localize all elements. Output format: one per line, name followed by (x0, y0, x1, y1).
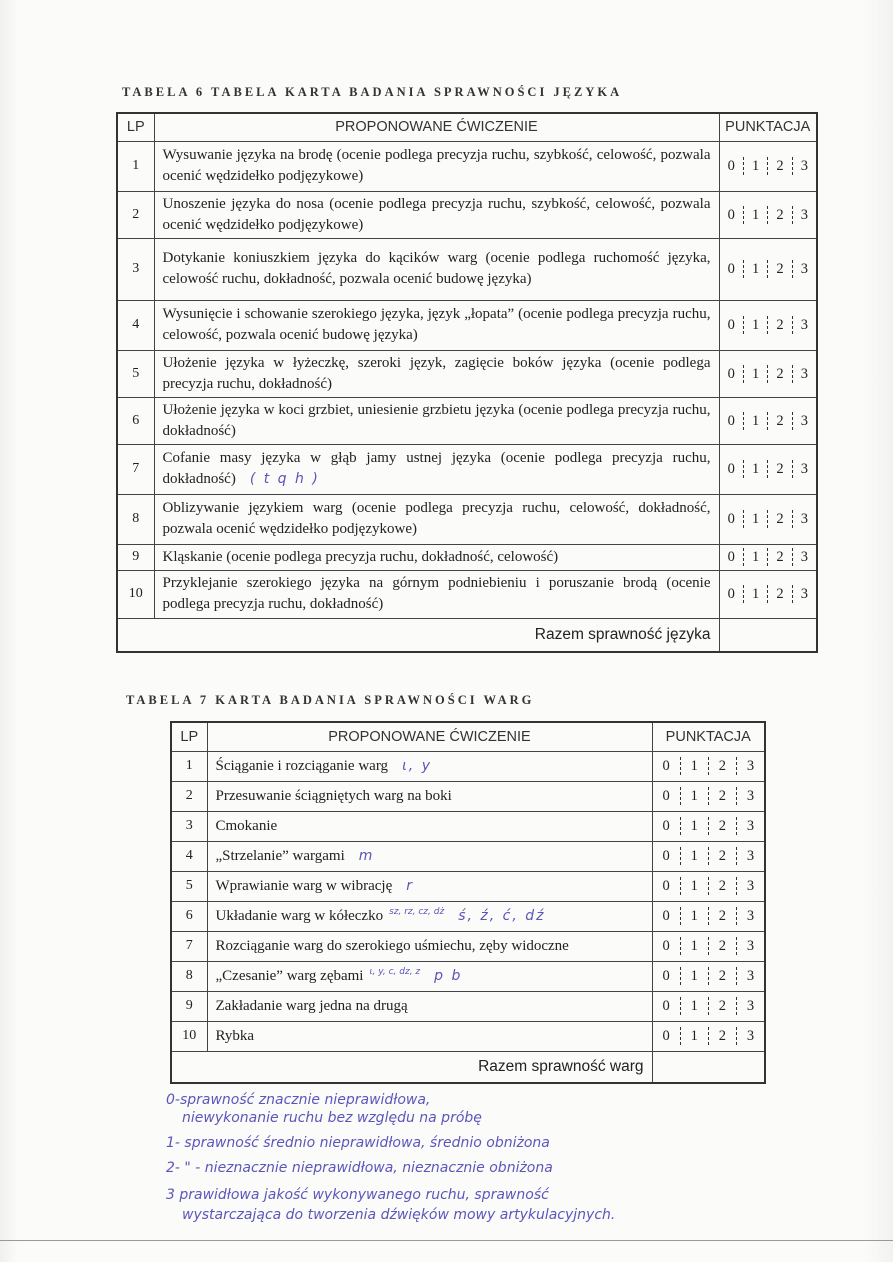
exercise-text: Wysunięcie i schowanie szerokiego języka, język „łopata” (ocenie podlega precyzja ruchu, celowość, pozwala ocenić budowę języka) (162, 306, 711, 343)
score-option-1[interactable]: 1 (744, 157, 768, 175)
row-number: 5 (117, 350, 154, 397)
score-option-3[interactable]: 3 (746, 938, 755, 954)
score-option-3[interactable]: 3 (800, 412, 808, 429)
score-option-1[interactable]: 1 (681, 1027, 709, 1045)
score-option-2[interactable]: 2 (768, 510, 792, 528)
row-number: 9 (117, 544, 154, 570)
row-number: 3 (171, 811, 207, 841)
row-number: 8 (117, 494, 154, 544)
score-option-1[interactable]: 1 (744, 365, 768, 383)
score-option-0[interactable]: 0 (720, 206, 744, 224)
score-options (719, 238, 817, 300)
exercise-text: Rozciąganie warg do szerokiego uśmiechu, zęby widoczne (215, 937, 569, 954)
row-number: 4 (171, 841, 207, 871)
score-options (719, 300, 817, 350)
exercise-text: Unoszenie języka do nosa (ocenie podlega precyzja ruchu, szybkość, celowość, pozwala ocenić wędzidełko podjęzykowe) (162, 195, 711, 233)
exercise-text: Dotykanie koniuszkiem języka do kącików warg (ocenie podlega ruchomość języka, celowość ruchu, dokładność, pozwala ocenić budowę języka) (162, 250, 711, 287)
score-option-0[interactable]: 0 (720, 548, 744, 566)
score-scale (720, 571, 817, 617)
exercise-description (207, 1021, 652, 1051)
table7-lips-fitness (170, 721, 766, 1084)
score-option-1[interactable]: 1 (681, 997, 709, 1015)
score-scale (720, 545, 817, 569)
table7-header-lp: LP (171, 722, 207, 751)
exercise-description (207, 841, 652, 871)
score-option-3[interactable]: 3 (746, 818, 755, 834)
exercise-description (207, 961, 652, 991)
score-option-2[interactable]: 2 (768, 460, 792, 478)
score-option-1[interactable]: 1 (744, 510, 768, 528)
table-row (171, 841, 765, 871)
score-option-2[interactable]: 2 (709, 757, 737, 775)
row-number: 6 (117, 397, 154, 444)
score-option-1[interactable]: 1 (681, 937, 709, 955)
table-row (171, 1021, 765, 1051)
score-option-0[interactable]: 0 (720, 585, 744, 603)
exercise-text: Ściąganie i rozciąganie warg (215, 757, 389, 774)
score-option-0[interactable]: 0 (653, 787, 681, 805)
table7-total-value (652, 1051, 765, 1083)
score-scale (653, 1022, 765, 1050)
score-option-0[interactable]: 0 (653, 967, 681, 985)
row-number: 2 (171, 781, 207, 811)
table-row (117, 570, 817, 618)
table7-total-row (171, 1051, 765, 1083)
score-option-1[interactable]: 1 (744, 206, 768, 224)
score-scale (720, 194, 817, 236)
exercise-text: Rybka (215, 1027, 255, 1044)
exercise-description (154, 444, 719, 494)
table-row (117, 300, 817, 350)
score-scale (720, 399, 817, 443)
handwritten-note-2: niewykonanie ruchu bez względu na próbę (182, 1110, 482, 1126)
table7-total-label: Razem sprawność warg (171, 1051, 652, 1083)
score-option-2[interactable]: 2 (709, 847, 737, 865)
score-option-2[interactable]: 2 (768, 365, 792, 383)
score-options (719, 570, 817, 618)
exercise-text: Cmokanie (215, 817, 278, 834)
score-option-2[interactable]: 2 (768, 206, 792, 224)
score-option-0[interactable]: 0 (653, 997, 681, 1015)
score-option-2[interactable]: 2 (709, 907, 737, 925)
row-number: 4 (117, 300, 154, 350)
score-options (652, 1021, 765, 1051)
score-option-1[interactable]: 1 (744, 460, 768, 478)
score-scale (720, 142, 817, 190)
score-option-2[interactable]: 2 (709, 787, 737, 805)
table-row (117, 444, 817, 494)
score-options (719, 397, 817, 444)
score-scale (653, 812, 765, 840)
score-option-1[interactable]: 1 (681, 877, 709, 895)
score-option-0[interactable]: 0 (720, 412, 744, 430)
table6-tongue-fitness (116, 112, 818, 653)
handwritten-note-3: 1- sprawność średnio nieprawidłowa, średnio obniżona (166, 1135, 550, 1151)
table-row (117, 238, 817, 300)
exercise-description (207, 991, 652, 1021)
score-options (652, 961, 765, 991)
handwritten-note-6: wystarczająca do tworzenia dźwięków mowy artykulacyjnych. (182, 1207, 616, 1223)
row-number: 10 (171, 1021, 207, 1051)
table6-total-row (117, 618, 817, 652)
score-option-1[interactable]: 1 (681, 787, 709, 805)
table-row (171, 901, 765, 931)
score-option-3[interactable]: 3 (746, 908, 755, 924)
score-scale (720, 495, 817, 543)
exercise-text: Zakładanie warg jedna na drugą (215, 997, 408, 1014)
score-options (652, 781, 765, 811)
table-row (117, 191, 817, 238)
score-option-1[interactable]: 1 (744, 412, 768, 430)
score-option-2[interactable]: 2 (768, 585, 792, 603)
handwritten-annotation: ś, ź, ć, dź (458, 907, 546, 924)
score-options (719, 494, 817, 544)
score-options (719, 191, 817, 238)
score-option-1[interactable]: 1 (744, 548, 768, 566)
score-option-3[interactable]: 3 (746, 998, 755, 1014)
exercise-text: Przesuwanie ściągniętych warg na boki (215, 787, 452, 804)
score-option-2[interactable]: 2 (768, 548, 792, 566)
score-options (652, 931, 765, 961)
score-option-3[interactable]: 3 (800, 461, 808, 477)
exercise-text: Cofanie masy języka w głąb jamy ustnej języka (ocenie podlega precyzja ruchu, dokładność) (162, 450, 711, 487)
score-options (652, 751, 765, 781)
score-options (719, 444, 817, 494)
score-option-1[interactable]: 1 (744, 585, 768, 603)
exercise-text: Układanie warg w kółeczko (215, 907, 384, 924)
exercise-description (154, 397, 719, 444)
row-number: 1 (171, 751, 207, 781)
score-option-1[interactable]: 1 (681, 757, 709, 775)
score-option-2[interactable]: 2 (768, 157, 792, 175)
table-row (117, 544, 817, 570)
exercise-text: Oblizywanie językiem warg (ocenie podlega precyzja ruchu, celowość, dokładność, pozwala ocenić wędzidełko podjęzykowe) (162, 500, 711, 537)
score-option-2[interactable]: 2 (768, 260, 792, 278)
handwritten-annotation: r (406, 877, 414, 894)
score-option-2[interactable]: 2 (709, 1027, 737, 1045)
exercise-text: Ułożenie języka w koci grzbiet, uniesienie grzbietu języka (ocenie podlega precyzja ruchu, dokładność) (162, 401, 711, 439)
handwritten-annotation: ( t q h ) (249, 471, 320, 487)
score-option-3[interactable]: 3 (800, 586, 808, 602)
score-option-0[interactable]: 0 (653, 937, 681, 955)
table-row (171, 781, 765, 811)
handwritten-annotation-small: ι, y, c, dz, z (369, 966, 421, 977)
score-scale (653, 842, 765, 870)
exercise-description (154, 238, 719, 300)
score-option-0[interactable]: 0 (653, 1027, 681, 1045)
page-bottom-rule (0, 1240, 893, 1241)
row-number: 9 (171, 991, 207, 1021)
score-option-1[interactable]: 1 (744, 260, 768, 278)
row-number: 6 (171, 901, 207, 931)
exercise-description (154, 350, 719, 397)
exercise-description (207, 931, 652, 961)
score-option-2[interactable]: 2 (768, 316, 792, 334)
exercise-text: Kląskanie (ocenie podlega precyzja ruchu, dokładność, celowość) (162, 548, 559, 565)
exercise-description (207, 811, 652, 841)
score-option-2[interactable]: 2 (709, 937, 737, 955)
score-option-2[interactable]: 2 (768, 412, 792, 430)
score-option-2[interactable]: 2 (709, 817, 737, 835)
exercise-text: Wysuwanie języka na brodę (ocenie podlega precyzja ruchu, szybkość, celowość, pozwala ocenić wędzidełko podjęzykowe) (162, 147, 711, 184)
score-option-0[interactable]: 0 (653, 817, 681, 835)
score-scale (653, 872, 765, 900)
table-row (171, 811, 765, 841)
score-option-2[interactable]: 2 (709, 967, 737, 985)
score-options (652, 901, 765, 931)
score-option-3[interactable]: 3 (746, 848, 755, 864)
table-row (117, 397, 817, 444)
score-scale (653, 932, 765, 960)
score-option-0[interactable]: 0 (720, 260, 744, 278)
table-row (117, 494, 817, 544)
score-options (652, 811, 765, 841)
row-number: 1 (117, 141, 154, 191)
table7-header-exercise: PROPONOWANE ĆWICZENIE (207, 722, 652, 751)
table7-caption: TABELA 7 KARTA BADANIA SPRAWNOŚCI WARG (126, 693, 535, 707)
score-scale (720, 239, 817, 299)
exercise-text: „Czesanie” warg zębami (215, 967, 364, 984)
table-row (171, 991, 765, 1021)
score-option-3[interactable]: 3 (746, 878, 755, 894)
row-number: 8 (171, 961, 207, 991)
score-option-0[interactable]: 0 (720, 460, 744, 478)
row-number: 5 (171, 871, 207, 901)
score-option-1[interactable]: 1 (681, 817, 709, 835)
score-options (652, 991, 765, 1021)
table7-header-score: PUNKTACJA (652, 722, 765, 751)
score-option-0[interactable]: 0 (653, 847, 681, 865)
score-option-1[interactable]: 1 (681, 847, 709, 865)
table6-header-lp: LP (117, 113, 154, 141)
table6-header-row (117, 113, 817, 141)
score-option-3[interactable]: 3 (800, 261, 808, 277)
score-option-0[interactable]: 0 (720, 510, 744, 528)
table-row (171, 961, 765, 991)
score-scale (653, 902, 765, 930)
table-row (171, 871, 765, 901)
score-option-2[interactable]: 2 (709, 877, 737, 895)
score-option-2[interactable]: 2 (709, 997, 737, 1015)
score-scale (720, 445, 817, 493)
handwritten-note-4: 2- " - nieznacznie nieprawidłowa, nieznacznie obniżona (166, 1160, 553, 1176)
row-number: 3 (117, 238, 154, 300)
table6-header-exercise: PROPONOWANE ĆWICZENIE (154, 113, 719, 141)
score-option-3[interactable]: 3 (746, 758, 755, 774)
score-option-0[interactable]: 0 (653, 757, 681, 775)
score-option-1[interactable]: 1 (744, 316, 768, 334)
score-options (719, 141, 817, 191)
exercise-description (154, 544, 719, 570)
score-option-3[interactable]: 3 (800, 549, 808, 565)
score-option-3[interactable]: 3 (746, 968, 755, 984)
score-options (652, 841, 765, 871)
exercise-description (207, 781, 652, 811)
row-number: 2 (117, 191, 154, 238)
exercise-description (207, 751, 652, 781)
score-options (719, 350, 817, 397)
table6-header-score: PUNKTACJA (719, 113, 817, 141)
exercise-description (154, 494, 719, 544)
handwritten-annotation-small: sz, rz, cz, dż (389, 906, 445, 917)
score-options (652, 871, 765, 901)
score-option-0[interactable]: 0 (653, 907, 681, 925)
handwritten-annotation: p b (434, 967, 463, 984)
handwritten-note-5: 3 prawidłowa jakość wykonywanego ruchu, sprawność (166, 1187, 549, 1203)
score-option-0[interactable]: 0 (720, 157, 744, 175)
table6-total-value (719, 618, 817, 652)
exercise-description (154, 191, 719, 238)
score-options (719, 544, 817, 570)
table6-caption: TABELA 6 TABELA KARTA BADANIA SPRAWNOŚCI JĘZYKA (122, 85, 623, 99)
table-row (171, 751, 765, 781)
table-row (117, 350, 817, 397)
score-scale (653, 782, 765, 810)
exercise-description (207, 871, 652, 901)
handwritten-annotation: ι, y (402, 757, 432, 774)
score-option-1[interactable]: 1 (681, 967, 709, 985)
exercise-description (154, 141, 719, 191)
table-row (171, 931, 765, 961)
row-number: 10 (117, 570, 154, 618)
score-option-0[interactable]: 0 (720, 365, 744, 383)
score-option-1[interactable]: 1 (681, 907, 709, 925)
score-scale (720, 352, 817, 396)
row-number: 7 (171, 931, 207, 961)
table7-header-row (171, 722, 765, 751)
score-option-3[interactable]: 3 (746, 1028, 755, 1044)
score-option-0[interactable]: 0 (653, 877, 681, 895)
handwritten-note-1: 0-sprawność znacznie nieprawidłowa, (166, 1092, 431, 1108)
score-option-3[interactable]: 3 (800, 511, 808, 527)
score-option-3[interactable]: 3 (800, 158, 808, 174)
table6-total-label: Razem sprawność języka (117, 618, 719, 652)
score-option-3[interactable]: 3 (746, 788, 755, 804)
score-option-3[interactable]: 3 (800, 206, 808, 223)
score-option-3[interactable]: 3 (800, 317, 808, 333)
table-row (117, 141, 817, 191)
score-scale (720, 301, 817, 349)
score-scale (653, 962, 765, 990)
exercise-text: Przyklejanie szerokiego języka na górnym podniebieniu i poruszanie brodą (ocenie podlega precyzja ruchu, dokładność) (162, 575, 711, 612)
exercise-text: Ułożenie języka w łyżeczkę, szeroki język, zagięcie boków języka (ocenie podlega precyzja ruchu, dokładność) (162, 354, 711, 392)
exercise-text: Wprawianie warg w wibrację (215, 877, 393, 894)
exercise-description (154, 300, 719, 350)
score-scale (653, 992, 765, 1020)
score-option-0[interactable]: 0 (720, 316, 744, 334)
exercise-description (207, 901, 652, 931)
exercise-description (154, 570, 719, 618)
row-number: 7 (117, 444, 154, 494)
score-option-3[interactable]: 3 (800, 365, 808, 382)
handwritten-annotation: m (358, 847, 375, 864)
exercise-text: „Strzelanie” wargami (215, 847, 345, 864)
score-scale (653, 752, 765, 780)
